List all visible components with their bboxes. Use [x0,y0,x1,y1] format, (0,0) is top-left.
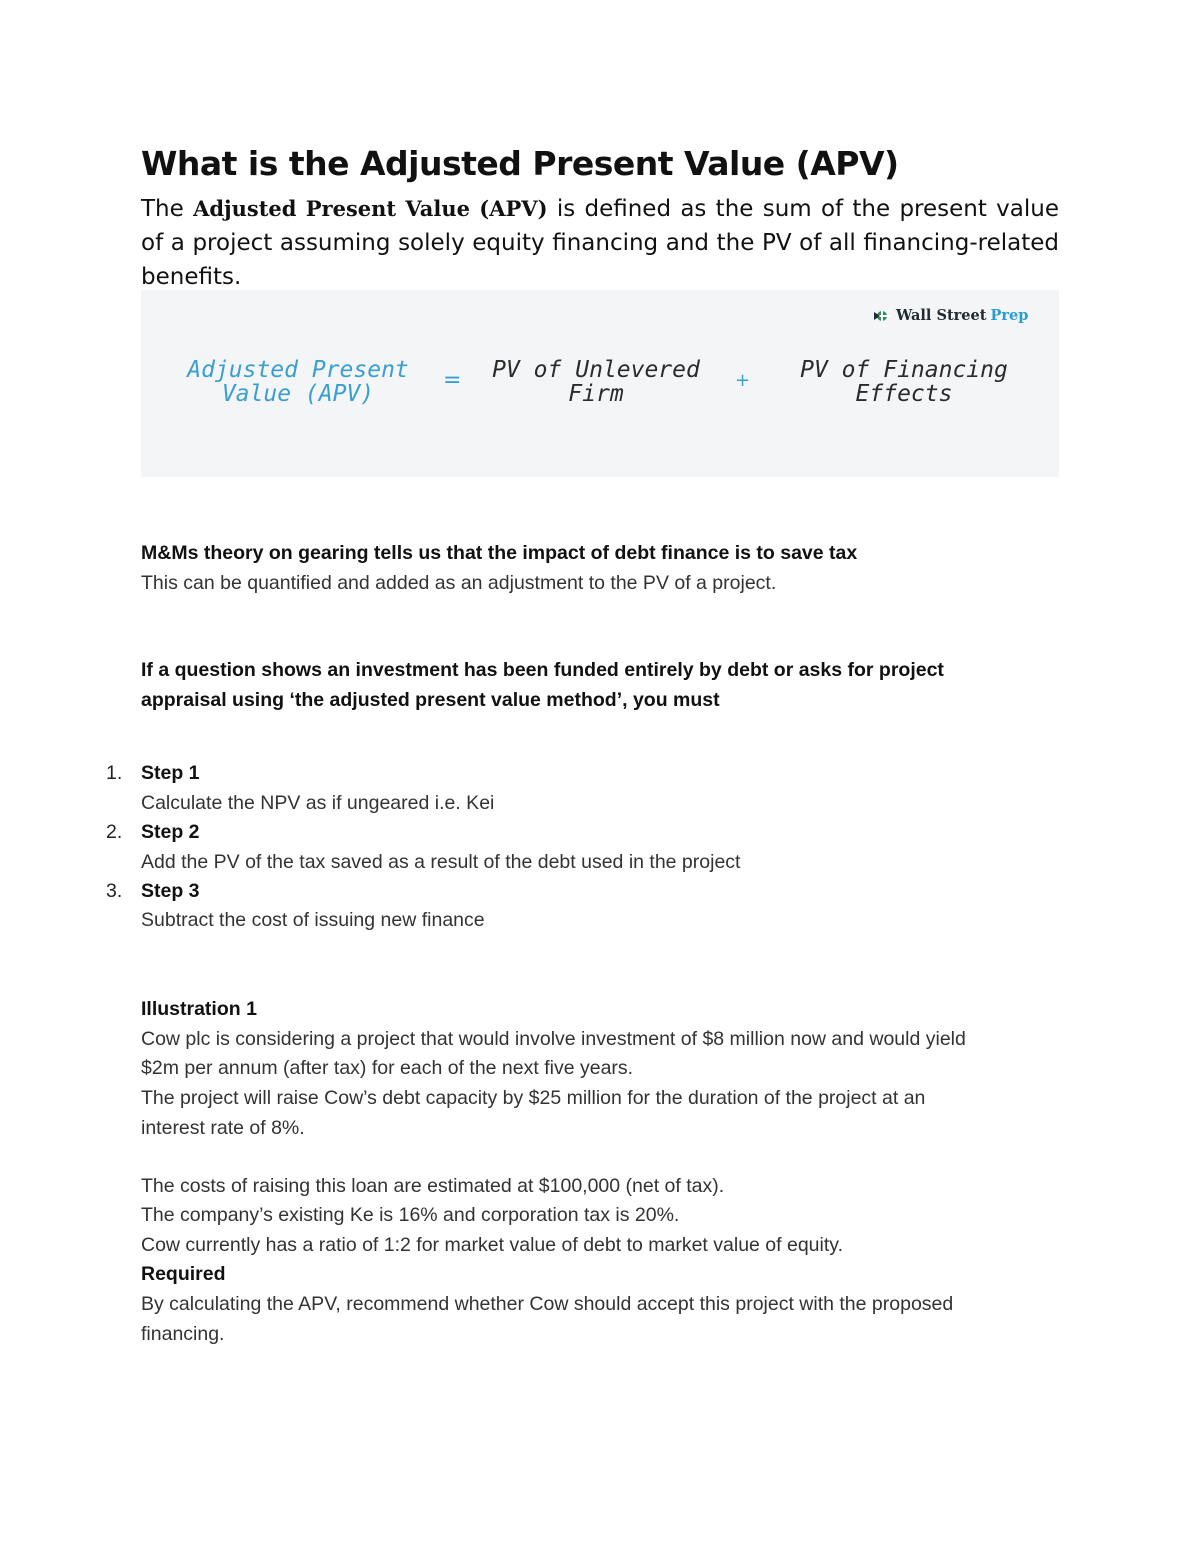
apv-formula-figure [141,290,1059,477]
formula-term-apv-line1: Adjusted Present [187,357,409,383]
mm-heading: M&Ms theory on gearing tells us that the impact of debt finance is to save tax [141,542,858,564]
formula-term-financing [769,358,1039,406]
step-text: Add the PV of the tax saved as a result of the debt used in the project [141,851,741,873]
illustration-line: The company’s existing Ke is 16% and corporation tax is 20%. [141,1204,680,1226]
illustration-line: The project will raise Cow’s debt capacity by $25 million for the duration of the project at an [141,1087,926,1109]
formula-term-apv [163,358,433,406]
logo-mark-icon [872,309,892,323]
formula-term-financing-line1: PV of Financing [800,357,1008,383]
intro-bold-term: Adjusted Present Value (APV) [193,196,548,221]
illustration-heading: Illustration 1 [141,998,257,1020]
logo-accent-text: Prep [990,307,1029,324]
formula-term-financing-line2: Effects [855,381,953,407]
formula-term-unlevered-line1: PV of Unlevered [492,357,700,383]
wall-street-prep-logo [872,307,1028,324]
formula-plus-sign: + [735,370,751,391]
illustration-line: interest rate of 8%. [141,1117,305,1139]
intro-prefix: The [141,196,194,222]
step-text: Subtract the cost of issuing new finance [141,909,485,931]
intro-suffix: is defined as the sum of the present value of a project assuming solely equity financing and the PV of all financing-related benefits. [141,196,1059,290]
step-number: 3. [106,880,123,902]
question-line-1: If a question shows an investment has been funded entirely by debt or asks for project [141,659,944,681]
required-line: By calculating the APV, recommend whether Cow should accept this project with the proposed [141,1293,954,1315]
formula-term-apv-line2: Value (APV) [221,381,375,407]
illustration-line: $2m per annum (after tax) for each of the next five years. [141,1057,634,1079]
illustration-line: Cow currently has a ratio of 1:2 for market value of debt to market value of equity. [141,1234,843,1256]
step-label: Step 3 [141,880,200,902]
step-text: Calculate the NPV as if ungeared i.e. Kei [141,792,495,814]
illustration-line: The costs of raising this loan are estimated at $100,000 (net of tax). [141,1175,725,1197]
step-label: Step 1 [141,762,200,784]
required-label: Required [141,1263,226,1285]
step-label: Step 2 [141,821,200,843]
mm-body: This can be quantified and added as an adjustment to the PV of a project. [141,572,777,594]
logo-text: Wall Street [896,307,987,324]
page-title: What is the Adjusted Present Value (APV) [141,144,899,183]
required-line: financing. [141,1323,225,1345]
intro-paragraph [141,192,1059,294]
illustration-line: Cow plc is considering a project that would involve investment of $8 million now and would yield [141,1028,966,1050]
formula-equals-sign: = [443,368,462,393]
question-line-2: appraisal using ‘the adjusted present value method’, you must [141,689,720,711]
formula-term-unlevered-line2: Firm [568,381,624,407]
step-number: 1. [106,762,123,784]
formula-term-unlevered [461,358,731,406]
step-number: 2. [106,821,123,843]
